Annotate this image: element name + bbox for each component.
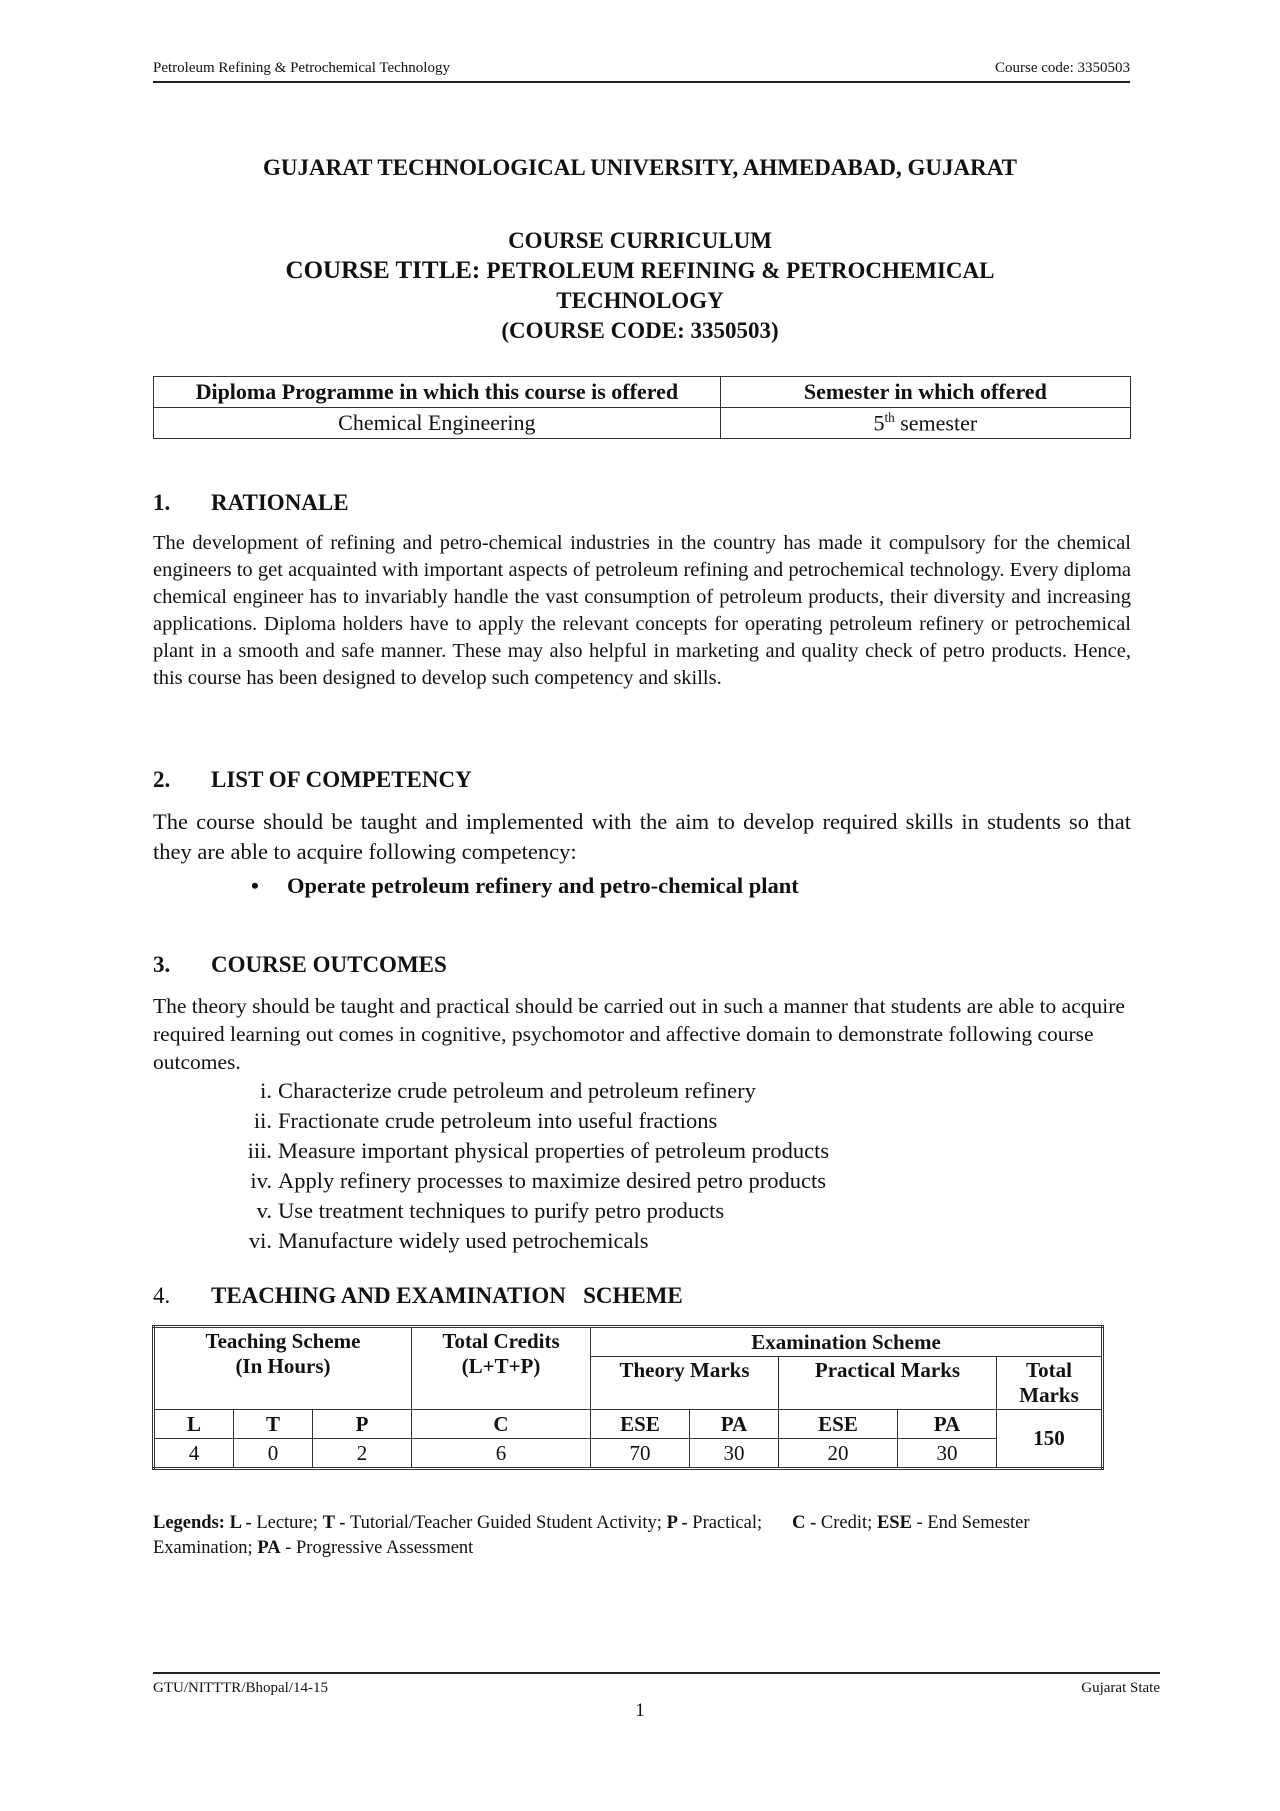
legend-key: P -	[666, 1513, 693, 1533]
theory-marks-header: Theory Marks	[591, 1357, 779, 1410]
list-item	[238, 1166, 1131, 1196]
marks-label: Marks	[1019, 1383, 1079, 1407]
legend-label: Legends:	[153, 1513, 230, 1533]
col-P: P	[313, 1410, 412, 1439]
header-course-code: Course code: 3350503	[995, 60, 1130, 76]
item-text: Manufacture widely used petrochemicals	[278, 1228, 649, 1253]
course-title-text: PETROLEUM REFINING & PETROCHEMICAL	[486, 258, 995, 283]
list-item	[238, 1076, 1131, 1106]
section-title: TEACHING AND EXAMINATION SCHEME	[211, 1283, 683, 1308]
section-title: RATIONALE	[211, 490, 349, 515]
in-hours-label: (In Hours)	[235, 1354, 331, 1378]
total-credits-label: Total Credits	[442, 1329, 560, 1353]
value-C: 6	[412, 1439, 591, 1469]
semester-suffix: th	[884, 410, 895, 425]
item-text: Apply refinery processes to maximize desired petro products	[278, 1168, 826, 1193]
header-course-name: Petroleum Refining & Petrochemical Technology	[153, 60, 450, 76]
curriculum-heading: COURSE CURRICULUM	[508, 228, 772, 253]
list-item	[238, 1226, 1131, 1256]
exam-scheme-header: Examination Scheme	[591, 1327, 1103, 1357]
item-number: ii.	[253, 1108, 272, 1133]
legend-desc: Lecture;	[256, 1513, 323, 1533]
section-title: LIST OF COMPETENCY	[211, 767, 472, 792]
page-footer	[153, 1672, 1160, 1697]
rationale-text: The development of refining and petro-chemical industries in the country has made it compulsory for the chemical engineers to get acquainted with important aspects of petroleum refining and petrochemical technology. Every diploma chemical engineer has to invariably handle the vast consumption of petroleum products, their diversity and increasing applications. Diploma holders have to apply the relevant concepts for operating petroleum refinery or petrochemical plant in a smooth and safe manner. These may also helpful in marketing and quality check of petro products. Hence, this course has been designed to develop such competency and skills.	[153, 532, 1131, 689]
total-marks-header	[997, 1357, 1103, 1410]
semester-header: Semester in which offered	[720, 377, 1130, 408]
semester-word: semester	[894, 410, 978, 436]
university-title: GUJARAT TECHNOLOGICAL UNIVERSITY, AHMEDABAD, GUJARAT	[262, 155, 1017, 180]
item-number: vi.	[248, 1228, 272, 1253]
section-number: 3.	[153, 952, 171, 977]
semester-value	[720, 408, 1130, 439]
value-PA-theory: 30	[690, 1439, 779, 1469]
programme-table	[153, 376, 1131, 439]
total-credits-header	[412, 1327, 591, 1410]
section-outcomes	[153, 952, 1131, 1256]
value-T: 0	[234, 1439, 313, 1469]
value-P: 2	[313, 1439, 412, 1469]
ltp-label: (L+T+P)	[461, 1354, 541, 1378]
programme-value: Chemical Engineering	[154, 408, 721, 439]
item-text: Use treatment techniques to purify petro products	[278, 1198, 725, 1223]
outcomes-text: The theory should be taught and practical should be carried out in such a manner that students are able to acquire required learning out comes in cognitive, psychomotor and affective domain to demonstrate following course outcomes.	[153, 994, 1125, 1074]
semester-number: 5	[873, 410, 885, 436]
teaching-scheme-label: Teaching Scheme	[205, 1329, 361, 1353]
item-number: i.	[260, 1078, 272, 1103]
legend-desc: - End Semester Examination;	[153, 1513, 1030, 1558]
course-code-line: (COURSE CODE: 3350503)	[501, 318, 779, 343]
col-ESE-practical: ESE	[779, 1410, 898, 1439]
item-number: v.	[256, 1198, 272, 1223]
col-PA-practical: PA	[898, 1410, 997, 1439]
exam-scheme-table	[152, 1325, 1104, 1470]
competency-bullet	[251, 873, 1131, 899]
competency-text: The course should be taught and implemented with the aim to develop required skills in students so that they are able to acquire following competency:	[153, 809, 1131, 864]
col-C: C	[412, 1410, 591, 1439]
section-heading	[153, 952, 1131, 978]
legend-desc: Tutorial/Teacher Guided Student Activity;	[349, 1513, 667, 1533]
legend-desc: Credit;	[820, 1513, 877, 1533]
col-T: T	[234, 1410, 313, 1439]
list-item	[238, 1106, 1131, 1136]
value-ESE-theory: 70	[591, 1439, 690, 1469]
total-label: Total	[1026, 1358, 1072, 1382]
section-rationale	[153, 490, 1131, 692]
legend-key: C -	[792, 1513, 821, 1533]
total-marks-value: 150	[997, 1410, 1103, 1469]
item-text: Fractionate crude petroleum into useful fractions	[278, 1108, 718, 1133]
legend-key: T -	[322, 1513, 350, 1533]
legend-key: PA	[257, 1538, 281, 1558]
item-text: Measure important physical properties of petroleum products	[278, 1138, 830, 1163]
course-title-prefix: COURSE TITLE:	[285, 257, 487, 284]
item-number: iv.	[250, 1168, 272, 1193]
col-L: L	[154, 1410, 234, 1439]
value-L: 4	[154, 1439, 234, 1469]
section-number: 1.	[153, 490, 171, 515]
teaching-scheme-header	[154, 1327, 412, 1410]
item-text: Characterize crude petroleum and petroleum refinery	[278, 1078, 756, 1103]
bullet-icon: •	[251, 873, 259, 898]
col-PA-theory: PA	[690, 1410, 779, 1439]
legend-desc: - Progressive Assessment	[280, 1538, 474, 1558]
legend	[153, 1511, 1103, 1561]
course-title	[150, 256, 1130, 286]
legend-key: ESE	[876, 1513, 912, 1533]
competency-item: Operate petroleum refinery and petro-chemical plant	[287, 873, 799, 898]
programme-header: Diploma Programme in which this course is offered	[154, 377, 721, 408]
footer-right: Gujarat State	[1081, 1680, 1160, 1696]
item-number: iii.	[247, 1138, 272, 1163]
page-header	[153, 60, 1130, 83]
practical-marks-header: Practical Marks	[779, 1357, 997, 1410]
section-number: 2.	[153, 767, 171, 792]
section-scheme	[153, 1283, 1131, 1309]
col-ESE-theory: ESE	[591, 1410, 690, 1439]
section-heading	[153, 767, 1131, 793]
value-ESE-practical: 20	[779, 1439, 898, 1469]
page-number: 1	[635, 1700, 645, 1721]
section-heading	[153, 1283, 1131, 1309]
list-item	[238, 1196, 1131, 1226]
legend-desc: Practical;	[692, 1513, 763, 1533]
legend-key: L -	[229, 1513, 257, 1533]
course-curriculum-block	[150, 226, 1130, 346]
course-title-line2: TECHNOLOGY	[556, 288, 724, 313]
footer-left: GTU/NITTTR/Bhopal/14-15	[153, 1680, 328, 1696]
section-heading	[153, 490, 1131, 516]
value-PA-practical: 30	[898, 1439, 997, 1469]
list-item	[238, 1136, 1131, 1166]
section-competency	[153, 767, 1131, 899]
section-number: 4.	[153, 1283, 171, 1308]
section-title: COURSE OUTCOMES	[211, 952, 447, 977]
outcomes-list	[238, 1076, 1131, 1256]
